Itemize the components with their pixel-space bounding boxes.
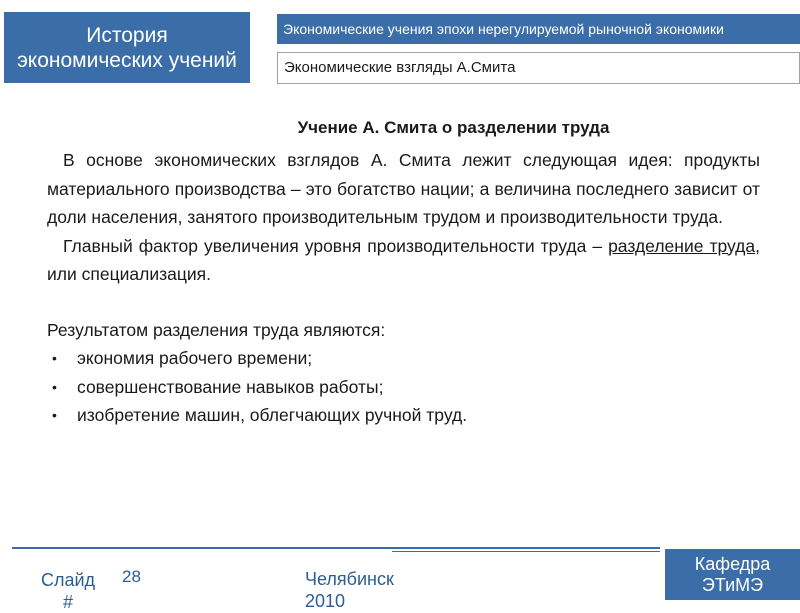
year: 2010 bbox=[305, 591, 346, 611]
city-name: Челябинск bbox=[305, 569, 394, 589]
paragraph-main-factor-before: Главный фактор увеличения уровня производительности труда – bbox=[63, 235, 609, 256]
slide-content bbox=[47, 118, 760, 430]
city-year bbox=[305, 568, 394, 612]
paragraph-main-idea: В основе экономических взглядов А. Смита лежит следующая идея: продукты материального производства – это богатство нации; а величина последнего зависит от доли населения, занятого производительным трудом и производительности труда. bbox=[47, 150, 760, 227]
department-line1: Кафедра bbox=[694, 553, 771, 574]
course-title-line1: История bbox=[86, 23, 168, 47]
course-title-box bbox=[4, 12, 250, 83]
department-box bbox=[665, 549, 800, 600]
list-item-text: совершенствование навыков работы; bbox=[77, 376, 384, 397]
slide-number: 28 bbox=[122, 567, 141, 586]
slide-label-line1: Слайд bbox=[40, 570, 96, 590]
division-of-labor-term: разделение труда bbox=[608, 235, 756, 256]
content-heading: Учение А. Смита о разделении труда bbox=[297, 118, 610, 137]
section-title-bar: Экономические учения эпохи нерегулируемой рыночной экономики bbox=[277, 14, 800, 44]
paragraph-main-factor bbox=[47, 232, 760, 289]
footer-divider-secondary bbox=[392, 551, 660, 552]
list-item-text: изобретение машин, облегчающих ручной труд. bbox=[77, 405, 468, 425]
list-item bbox=[47, 401, 760, 430]
paragraph-main-factor-after: , или специализация. bbox=[47, 235, 760, 284]
list-item bbox=[47, 344, 760, 373]
subsection-title-box: Экономические взгляды А.Смита bbox=[277, 52, 800, 84]
list-item-text: экономия рабочего времени; bbox=[77, 348, 313, 368]
bullet-dot: • bbox=[52, 378, 57, 395]
slide-label bbox=[33, 569, 103, 613]
bullet-dot: • bbox=[52, 407, 57, 423]
list-item bbox=[47, 373, 760, 402]
slide-label-line2: # bbox=[62, 592, 73, 612]
spacer bbox=[47, 289, 760, 316]
footer-divider bbox=[12, 547, 660, 549]
bullet-dot: • bbox=[52, 350, 57, 366]
department-line2: ЭТиМЭ bbox=[701, 574, 764, 595]
results-intro: Результатом разделения труда являются: bbox=[47, 319, 386, 340]
course-title-line2: экономических учений bbox=[17, 48, 237, 72]
results-list bbox=[47, 344, 760, 430]
